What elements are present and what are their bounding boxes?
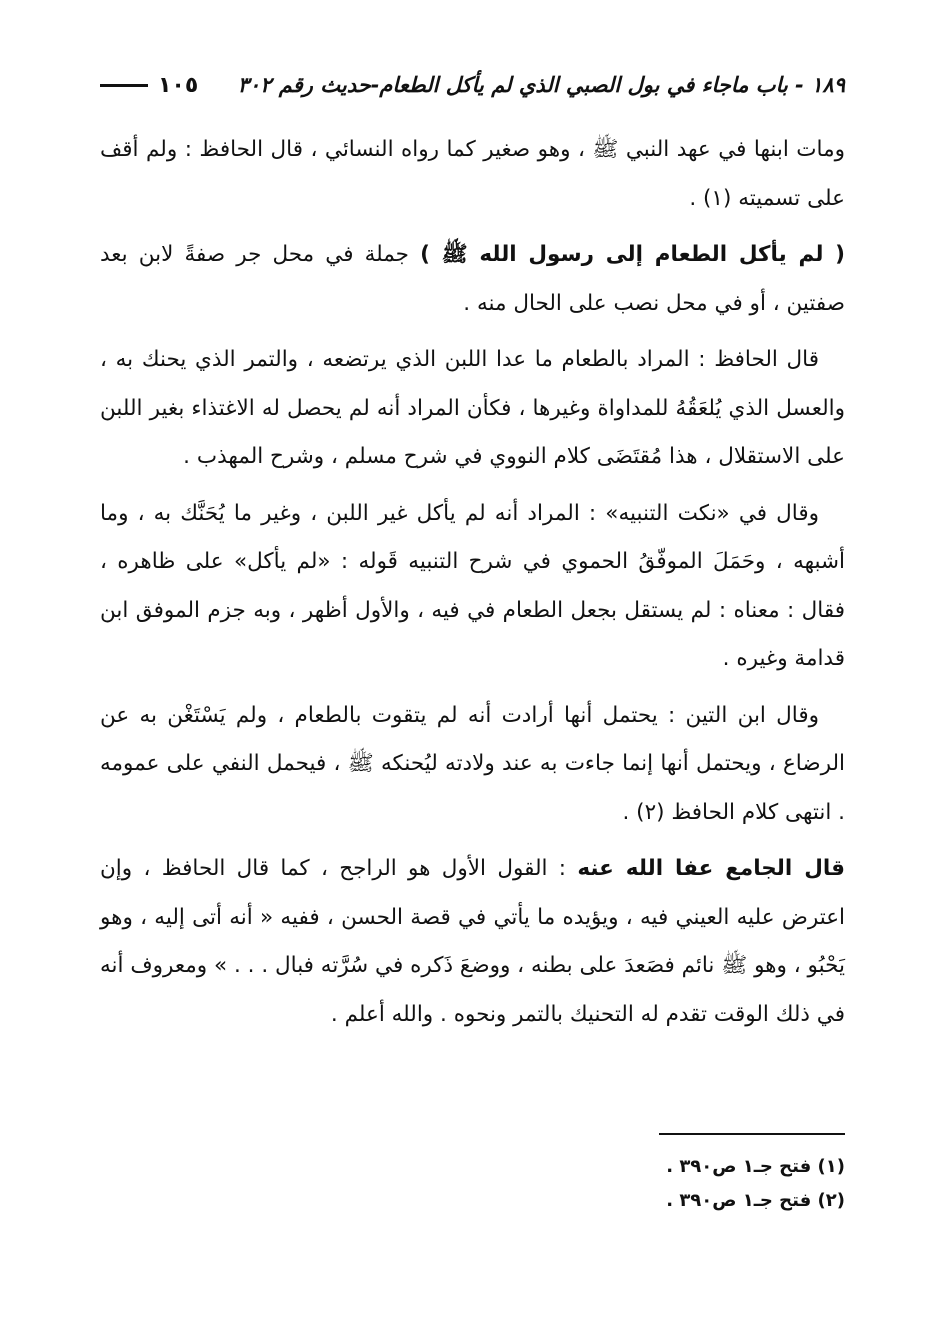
page-number: ١٠٥ — [158, 72, 199, 98]
page-header — [100, 60, 845, 110]
paragraph — [100, 126, 845, 223]
chapter-title: ١٨٩ - باب ماجاء في بول الصبي الذي لم يأكل الطعام-حديث رقم ٣٠٢ — [237, 73, 845, 97]
footnote: (٢) فتح جـ١ ص٣٩٠ . — [666, 1190, 845, 1211]
paragraph-text: ومات ابنها في عهد النبي ﷺ ، وهو صغير كما رواه النسائي ، قال الحافظ : ولم أقف على تسميته (١) . — [100, 137, 845, 211]
footnotes — [485, 1150, 845, 1218]
footnote-divider — [659, 1133, 845, 1135]
paragraph — [100, 490, 845, 684]
book-page — [100, 60, 845, 1300]
paragraph — [100, 845, 845, 1039]
paragraph-lead: ( لم يأكل الطعام إلى رسول الله ﷺ ) — [420, 242, 845, 267]
paragraph-text: وقال في «نكت التنبيه» : المراد أنه لم يأكل غير اللبن ، وغير ما يُحَنَّك به ، وما أشبهه ، وحَمَلَ الموفّقُ الحموي في شرح التنبيه قَوله : «لم يأكل» على ظاهره ، فقال : معناه : لم يستقل بجعل الطعام في فيه ، والأول أظهر ، وبه جزم الموفق ابن قدامة وغيره . — [100, 500, 845, 671]
paragraph — [100, 692, 845, 838]
paragraph-text: قال الحافظ : المراد بالطعام ما عدا اللبن الذي يرتضعه ، والتمر الذي يحنك به ، والعسل الذي يُلعَقُهُ للمداواة وغيرها ، فكأن المراد أنه لم يحصل له الاغتذاء بغير اللبن على الاستقلال ، هذا مُقتَضَى كلام النووي في شرح مسلم ، وشرح المهذب . — [100, 347, 845, 469]
page-number-group — [100, 73, 198, 98]
paragraph-lead: قال الجامع عفا الله عنه — [577, 856, 846, 881]
paragraph — [100, 336, 845, 482]
paragraph — [100, 231, 845, 328]
footnote: (١) فتح جـ١ ص٣٩٠ . — [666, 1156, 845, 1177]
header-rule — [100, 84, 148, 87]
paragraph-text: جملة في محل جر صفةً لابن بعد صفتين ، أو في محل نصب على الحال منه . — [100, 242, 845, 316]
paragraph-text: : القول الأول هو الراجح ، كما قال الحافظ ، وإن اعترض عليه العيني فيه ، ويؤيده ما يأتي في قصة الحسن ، ففيه « أنه أتى إليه ، وهو يَحْبُو ، وهو ﷺ نائم فصَعدَ على بطنه ، ووضعَ ذَكره في سُرَّته فبال . . . » ومعروف أنه في ذلك الوقت تقدم له التحنيك بالتمر ونحوه . والله أعلم . — [100, 856, 845, 1027]
main-text — [100, 126, 845, 1047]
paragraph-text: وقال ابن التين : يحتمل أنها أرادت أنه لم يتقوت بالطعام ، ولم يَسْتَغْن به عن الرضاع ، ويحتمل أنها إنما جاءت به عند ولادته ليُحنكه ﷺ ، فيحمل النفي على عمومه . انتهى كلام الحافظ (٢) . — [100, 702, 845, 825]
